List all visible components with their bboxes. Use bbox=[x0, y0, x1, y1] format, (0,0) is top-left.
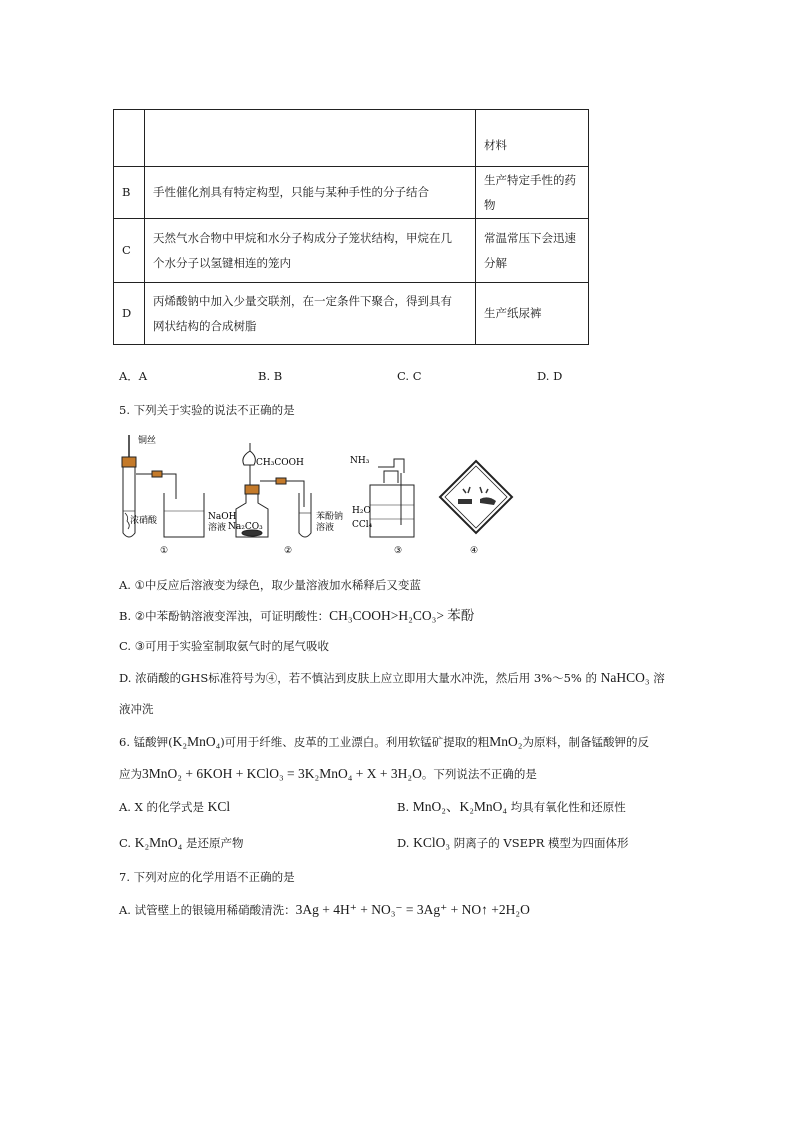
table-cell-label: C bbox=[114, 219, 145, 283]
label-ccl4: CCl₄ bbox=[352, 520, 373, 530]
table-cell-label: D bbox=[114, 283, 145, 345]
q6-option-d: D. KClO₃ 阴离子的 VSEPR 模型为四面体形 bbox=[397, 835, 629, 850]
q6-stem-line2: 应为3MnO₂ + 6KOH + KClO₃ = 3K₂MnO₄ + X + 3H₂O。下列说法不正确的是 bbox=[119, 766, 537, 781]
q6-option-b: B. MnO₂、K₂MnO₄ 均具有氧化性和还原性 bbox=[397, 799, 626, 814]
experiment-diagram bbox=[108, 433, 548, 561]
q5-option-d-continued: 液冲洗 bbox=[119, 702, 154, 716]
table-cell-description: 天然气水合物中甲烷和水分子构成分子笼状结构，甲烷在几 个水分子以氢键相连的笼内 bbox=[145, 219, 476, 283]
table-row bbox=[114, 110, 589, 167]
label-phenolate-2: 溶液 bbox=[316, 523, 335, 533]
q5-option-b: B. ②中苯酚钠溶液变浑浊，可证明酸性：CH₃COOH>H₂CO₃> 苯酚 bbox=[119, 608, 475, 623]
label-solution: 溶液 bbox=[208, 523, 227, 533]
q5-option-a: A. ①中反应后溶液变为绿色，取少量溶液加水稀释后又变蓝 bbox=[119, 578, 421, 592]
apparatus-3 bbox=[370, 459, 414, 537]
q4-option-d: D. D bbox=[537, 369, 563, 383]
table-cell-use: 生产纸尿裤 bbox=[476, 283, 589, 345]
label-nh3: NH₃ bbox=[350, 456, 370, 466]
q6-option-c: C. K₂MnO₄ 是还原产物 bbox=[119, 835, 244, 850]
table-cell-use: 常温常压下会迅速 分解 bbox=[476, 219, 589, 283]
q4-option-c: C. C bbox=[397, 369, 422, 383]
q5-option-d: D. 浓硝酸的GHS标准符号为④，若不慎沾到皮肤上应立即用大量水冲洗，然后用 3%～5% 的 NaHCO₃ 溶 bbox=[119, 670, 665, 685]
label-copper-wire: 铜丝 bbox=[138, 436, 157, 446]
number-3: ③ bbox=[394, 546, 403, 556]
table-cell-use: 材料 bbox=[476, 110, 589, 167]
number-1: ① bbox=[160, 546, 169, 556]
number-2: ② bbox=[284, 546, 293, 556]
label-acetic: CH₃COOH bbox=[256, 458, 304, 468]
q4-option-a: A．A bbox=[119, 369, 148, 383]
number-4: ④ bbox=[470, 546, 479, 556]
table-cell-label bbox=[114, 110, 145, 167]
table-cell-label: B bbox=[114, 167, 145, 219]
ghs-corrosive-icon bbox=[440, 461, 512, 533]
q6-option-a: A. X 的化学式是 KCl bbox=[119, 799, 231, 814]
table-cell-use: 生产特定手性的药 物 bbox=[476, 167, 589, 219]
label-conc-nitric: 浓硝酸 bbox=[130, 516, 158, 526]
table-cell-description: 丙烯酸钠中加入少量交联剂，在一定条件下聚合，得到具有 网状结构的合成树脂 bbox=[145, 283, 476, 345]
table-cell-description: 手性催化剂具有特定构型，只能与某种手性的分子结合 bbox=[145, 167, 476, 219]
q5-stem: 5. 下列关于实验的说法不正确的是 bbox=[119, 403, 295, 417]
label-na2co3: Na₂CO₃ bbox=[228, 522, 263, 532]
label-h2o: H₂O bbox=[352, 506, 371, 516]
label-naoh: NaOH bbox=[208, 512, 237, 522]
q6-stem-line1: 6. 锰酸钾(K₂MnO₄)可用于纤维、皮革的工业漂白。利用软锰矿提取的粗MnO₂为原料，制备锰酸钾的反 bbox=[119, 734, 649, 749]
q5-option-c: C. ③可用于实验室制取氨气时的尾气吸收 bbox=[119, 639, 330, 653]
question-table bbox=[113, 109, 589, 345]
table-row bbox=[114, 283, 589, 345]
table-row bbox=[114, 219, 589, 283]
q7-option-a: A. 试管壁上的银镜用稀硝酸清洗：3Ag + 4H⁺ + NO₃⁻ = 3Ag⁺ + NO↑ +2H₂O bbox=[119, 902, 530, 917]
q7-stem: 7. 下列对应的化学用语不正确的是 bbox=[119, 870, 295, 884]
q4-option-b: B. B bbox=[258, 369, 283, 383]
table-cell-description bbox=[145, 110, 476, 167]
table-row bbox=[114, 167, 589, 219]
label-phenolate-1: 苯酚钠 bbox=[316, 512, 344, 522]
